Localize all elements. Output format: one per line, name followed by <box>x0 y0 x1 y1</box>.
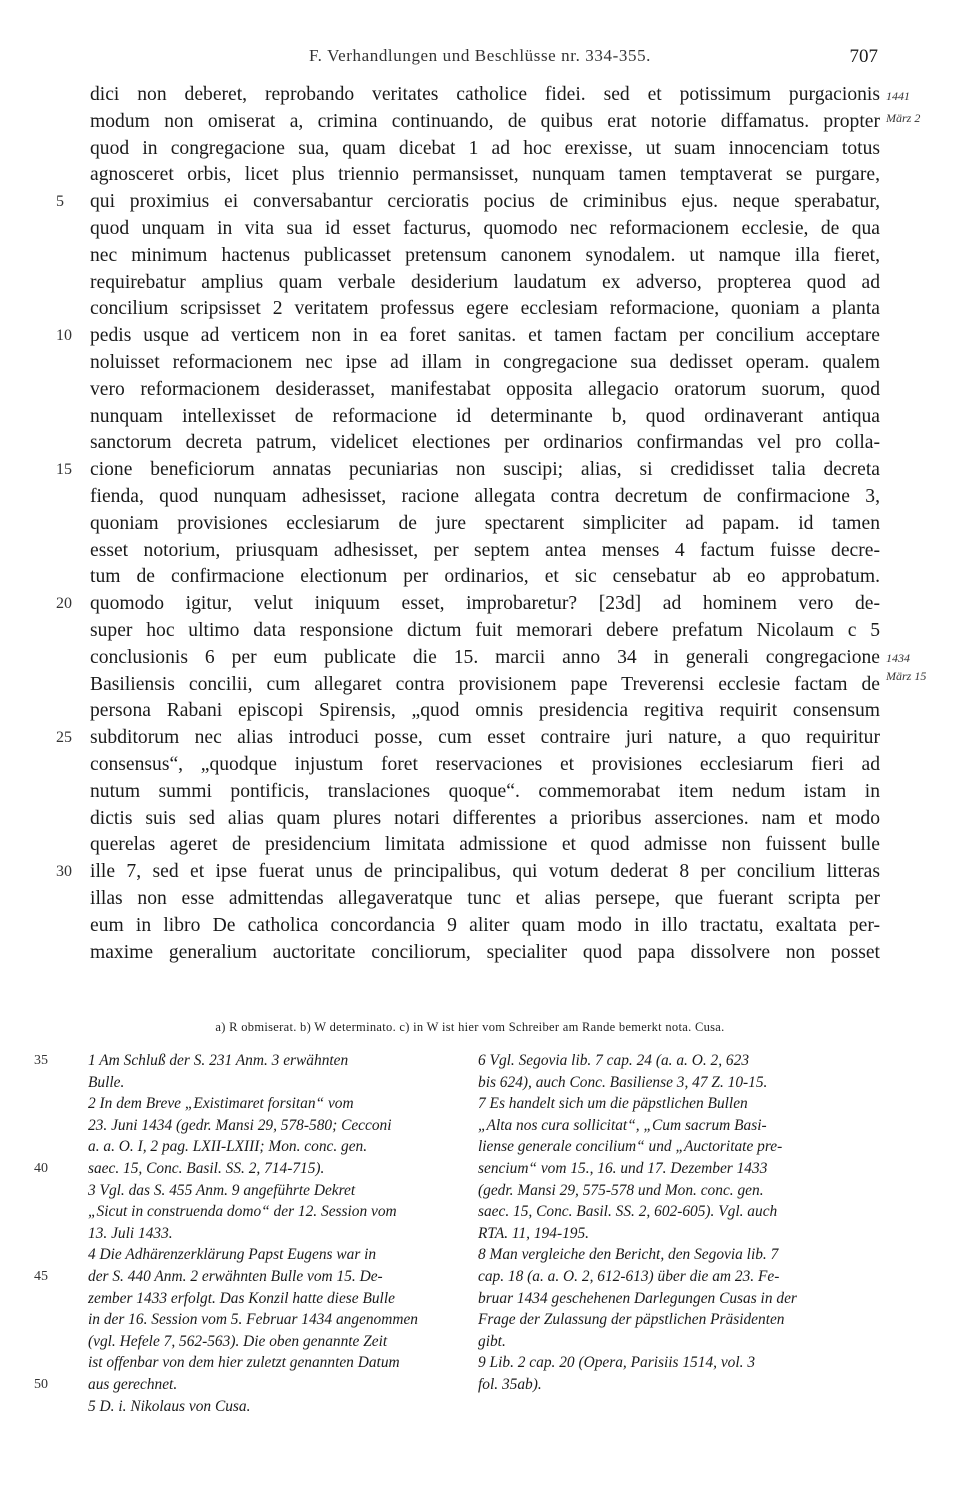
footnote-text: ist offenbar von dem hier zuletzt genannten Datum <box>88 1354 400 1372</box>
footnote-text: (vgl. Hefele 7, 562-563). Die oben genannte Zeit <box>88 1332 388 1350</box>
text-line <box>0 806 960 833</box>
line-text: maxime generalium auctoritate conciliorum, specialiter quod papa dissolvere non posset <box>90 941 880 963</box>
main-text <box>0 82 960 966</box>
text-line <box>0 591 960 618</box>
line-text: super hoc ultimo data responsione dictum fuit memorari debere prefatum Nicolaum c 5 <box>90 619 880 641</box>
footnote-line <box>478 1244 884 1266</box>
footnote-text: zember 1433 erfolgt. Das Konzil hatte diese Bulle <box>88 1289 395 1307</box>
line-number: 50 <box>34 1376 48 1392</box>
footnote-line <box>88 1072 460 1094</box>
page-number: 707 <box>849 46 878 67</box>
line-text: quod in congregacione sua, quam dicebat 1 ad hoc erexisse, ut suam innocenciam totus <box>90 137 880 159</box>
text-line <box>0 564 960 591</box>
line-number: 5 <box>56 193 64 211</box>
line-text: nec minimum hactenus publicasset pretensum canonem synodalem. ut namque illa fieret, <box>90 244 880 266</box>
footnote-line <box>88 1180 460 1202</box>
footnote-line <box>34 1158 460 1180</box>
text-line <box>0 538 960 565</box>
footnote-line <box>478 1072 884 1094</box>
footnote-text: in der 16. Session vom 5. Februar 1434 angenommen <box>88 1311 419 1329</box>
line-text: quod unquam in vita sua id esset facturus, quomodo nec reformacionem ecclesie, de qua <box>90 217 880 239</box>
running-head: F. Verhandlungen und Beschlüsse nr. 334-355. <box>308 46 652 65</box>
text-line <box>0 779 960 806</box>
line-number: 15 <box>56 461 72 479</box>
text-line <box>0 511 960 538</box>
footnote-line <box>478 1093 884 1115</box>
text-line <box>0 296 960 323</box>
margin-note-date: März 15 <box>886 669 927 683</box>
line-text: quoniam provisiones ecclesiarum de jure spectarent simpliciter ad papam. id tamen <box>90 512 880 534</box>
margin-note-date: März 2 <box>886 111 921 125</box>
footnote-line <box>88 1309 460 1331</box>
footnote-line <box>478 1115 884 1137</box>
footnote-line <box>88 1201 460 1223</box>
footnote-text: cap. 18 (a. a. O. 2, 612-613) über die am 23. Fe- <box>478 1267 780 1285</box>
text-line <box>0 669 960 699</box>
footnote-text: „Sicut in construenda domo“ der 12. Session vom <box>88 1203 397 1221</box>
line-number: 40 <box>34 1160 48 1176</box>
text-line <box>0 189 960 216</box>
footnote-line <box>478 1201 884 1223</box>
line-text: modum non omiserat a, crimina continuando, de quibus erat notorie diffamatus. propter <box>90 110 880 132</box>
footnote-line <box>478 1288 884 1310</box>
line-text: subditorum nec alias introduci posse, cum esset contraire juri nature, a quo requiritur <box>90 727 880 749</box>
text-line <box>0 109 960 136</box>
line-text: cione beneficiorum annatas pecuniarias non suscipi; alias, si credidisset talia decreta <box>90 459 880 481</box>
footnote-text: der S. 440 Anm. 2 erwähnten Bulle vom 15. De- <box>88 1267 383 1285</box>
line-text: qui proximius ei conversabantur cercioratis pocius de criminibus ejus. neque sperabatur, <box>90 191 880 213</box>
text-line <box>0 270 960 297</box>
footnote-line <box>478 1180 884 1202</box>
footnote-text: fol. 35ab). <box>478 1375 542 1393</box>
line-number: 10 <box>56 327 72 345</box>
footnote-line <box>34 1374 460 1396</box>
text-line <box>0 752 960 779</box>
footnote-line <box>478 1223 884 1245</box>
text-line <box>0 243 960 270</box>
footnote-line <box>88 1331 460 1353</box>
footnote-text: bis 624), auch Conc. Basiliense 3, 47 Z. 10-15. <box>478 1073 768 1091</box>
footnote-line <box>478 1374 884 1396</box>
line-text: Basiliensis concilii, cum allegaret contra provisionem pape Treverensi ecclesie factam de <box>90 673 880 695</box>
line-text: ille 7, sed et ipse fuerat unus de principalibus, qui votum dederat 8 per concilium litteras <box>90 861 880 883</box>
footnote-text: 4 Die Adhärenzerklärung Papst Eugens war in <box>88 1246 377 1264</box>
footnote-text: liense generale concilium“ und „Auctoritate pre- <box>478 1138 783 1156</box>
text-line <box>0 404 960 431</box>
footnote-text: 13. Juli 1433. <box>88 1224 173 1242</box>
line-text: querelas ageret de presidencium limitata admissione et quod admisse non fuissent bulle <box>90 834 880 856</box>
footnote-text: gibt. <box>478 1332 506 1350</box>
text-line <box>0 323 960 350</box>
footnote-text: aus gerechnet. <box>88 1375 178 1393</box>
text-line <box>0 859 960 886</box>
footnote-text: 5 D. i. Nikolaus von Cusa. <box>88 1397 251 1415</box>
line-text: nutum summi pontificis, translaciones quoque“. commemorabat item nedum istam in <box>90 780 880 802</box>
footnote-line <box>88 1352 460 1374</box>
footnote-line <box>34 1266 460 1288</box>
footnote-line <box>88 1093 460 1115</box>
line-text: illas non esse admittendas allegaveratque tunc et alias persepe, que fuerant scripta per <box>90 887 880 909</box>
text-line <box>0 136 960 163</box>
text-line <box>0 162 960 189</box>
footnote-text: Frage der Zulassung der päpstlichen Präsidenten <box>478 1311 785 1329</box>
line-number: 30 <box>56 863 72 881</box>
text-line <box>0 350 960 377</box>
text-line <box>0 377 960 404</box>
footnote-text: saec. 15, Conc. Basil. SS. 2, 714-715). <box>88 1159 325 1177</box>
footnote-text: 9 Lib. 2 cap. 20 (Opera, Parisiis 1514, vol. 3 <box>478 1354 756 1372</box>
footnote-line <box>88 1115 460 1137</box>
line-text: requirebatur amplius quam verbale desiderium laudatum ex adverso, propterea quod ad <box>90 271 880 293</box>
line-text: concilium scripsisset 2 veritatem professus egere ecclesiam reformacione, quoniam a planta <box>90 298 880 320</box>
line-text: agnosceret orbis, licet plus triennio permansisset, nunquam tamen temptaverat se purgare, <box>90 164 880 186</box>
text-line <box>0 886 960 913</box>
line-number: 25 <box>56 729 72 747</box>
line-number: 35 <box>34 1053 48 1068</box>
footnote-line <box>478 1309 884 1331</box>
footnote-text: (gedr. Mansi 29, 575-578 und Mon. conc. gen. <box>478 1181 764 1199</box>
text-line <box>0 698 960 725</box>
text-line <box>0 457 960 484</box>
text-line <box>0 725 960 752</box>
line-text: pedis usque ad verticem non in ea foret sanitas. et tamen factam per concilium acceptare <box>90 325 880 347</box>
line-text: dictis suis sed alias quam plures notari differentes a prioribus asserciones. nam et modo <box>90 807 880 829</box>
footnote-text: saec. 15, Conc. Basil. SS. 2, 602-605). Vgl. auch <box>478 1203 778 1221</box>
margin-note-year: 1434 <box>886 651 910 665</box>
line-number: 45 <box>34 1268 48 1284</box>
footnotes-left-column <box>34 1050 460 1417</box>
footnote-text: bruar 1434 geschehenen Darlegungen Cusas in der <box>478 1289 797 1307</box>
footnote-line <box>478 1352 884 1374</box>
footnote-text: 8 Man vergleiche den Bericht, den Segovia lib. 7 <box>478 1246 779 1264</box>
footnote-text: „Alta nos cura sollicitat“, „Cum sacrum Basi- <box>478 1116 767 1134</box>
footnote-line <box>88 1396 460 1418</box>
footnote-line <box>478 1331 884 1353</box>
line-text: consensus“, „quodque injustum foret reservaciones et provisiones ecclesiarum fieri ad <box>90 753 880 775</box>
line-text: quomodo igitur, velut iniquum esset, improbaretur? [23d] ad hominem vero de- <box>90 593 880 615</box>
text-line <box>0 913 960 940</box>
footnotes-right-column <box>478 1050 884 1396</box>
line-text: eum in libro De catholica concordancia 9 aliter quam modo in illo tractatu, exaltata per- <box>90 914 880 936</box>
line-text: dici non deberet, reprobando veritates catholice fidei. sed et potissimum purgacionis <box>90 84 880 105</box>
footnote-text: sencium“ vom 15., 16. und 17. Dezember 1433 <box>478 1159 768 1177</box>
footnote-text: 2 In dem Breve „Existimaret forsitan“ vom <box>88 1095 354 1113</box>
footnote-text: RTA. 11, 194-195. <box>478 1224 590 1242</box>
line-text: nunquam intellexisset de reformacione id determinante b, quod ordinaverant antiqua <box>90 405 880 427</box>
footnote-line <box>34 1050 460 1072</box>
line-text: tum de confirmacione electionum per ordinarios, et sic censebatur ab eo approbatum. <box>90 566 880 588</box>
page-header <box>0 46 960 76</box>
footnote-line <box>88 1288 460 1310</box>
line-number: 20 <box>56 595 72 613</box>
footnote-line <box>88 1244 460 1266</box>
footnote-text: a. a. O. I, 2 pag. LXII-LXIII; Mon. conc. gen. <box>88 1138 368 1156</box>
line-text: vero reformacionem desiderasset, manifestabat opposita allegacio oratorum suorum, quod <box>90 378 880 400</box>
variant-readings: a) R obmiserat. b) W determinato. c) in W ist hier vom Schreiber am Rande bemerkt nota. Cusa. <box>215 1020 725 1034</box>
text-line <box>0 484 960 511</box>
footnote-text: Bulle. <box>88 1073 125 1091</box>
footnote-text: 23. Juni 1434 (gedr. Mansi 29, 578-580; Cecconi <box>88 1116 392 1134</box>
footnote-line <box>88 1136 460 1158</box>
text-line <box>0 832 960 859</box>
footnote-line <box>88 1223 460 1245</box>
text-line <box>0 940 960 967</box>
footnote-text: 1 Am Schluß der S. 231 Anm. 3 erwähnten <box>88 1052 349 1069</box>
footnote-line <box>478 1050 884 1072</box>
footnotes <box>0 1050 960 1450</box>
footnote-text: 7 Es handelt sich um die päpstlichen Bullen <box>478 1095 748 1113</box>
margin-note-year: 1441 <box>886 89 910 103</box>
footnote-text: 3 Vgl. das S. 455 Anm. 9 angeführte Dekret <box>88 1181 356 1199</box>
line-text: conclusionis 6 per eum publicate die 15. marcii anno 34 in generali congregacione <box>90 646 880 668</box>
footnote-line <box>478 1266 884 1288</box>
line-text: noluisset reformacionem nec ipse ad illam in congregacione sua dedisset operam. qualem <box>90 351 880 373</box>
footnote-line <box>478 1158 884 1180</box>
footnote-text: 6 Vgl. Segovia lib. 7 cap. 24 (a. a. O. 2, 623 <box>478 1052 750 1069</box>
text-line <box>0 645 960 672</box>
text-line <box>0 216 960 243</box>
text-line <box>0 430 960 457</box>
line-text: sanctorum decreta patrum, videlicet electiones per ordinarios confirmandas vel pro colla- <box>90 432 880 454</box>
line-text: esset notorium, priusquam adhesisset, per septem antea menses 4 factum fuisse decre- <box>90 539 880 561</box>
text-line <box>0 82 960 109</box>
text-line <box>0 618 960 645</box>
line-text: persona Rabani episcopi Spirensis, „quod omnis presidencia regitiva requirit consensum <box>90 700 880 722</box>
line-text: fienda, quod nunquam adhesisset, racione allegata contra decretum de confirmacione 3, <box>90 485 880 507</box>
footnote-line <box>478 1136 884 1158</box>
